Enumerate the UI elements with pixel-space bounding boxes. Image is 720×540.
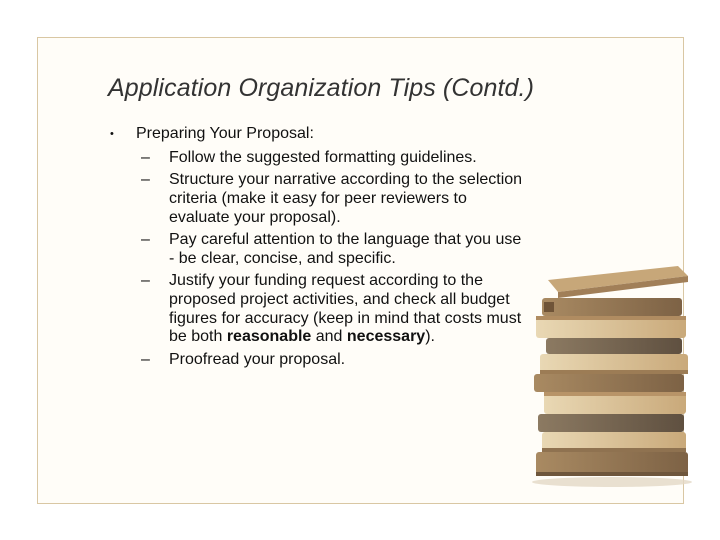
sub-bullet-item xyxy=(136,231,530,269)
emphasis-necessary: necessary xyxy=(346,328,426,346)
sub-bullet-text: Pay careful attention to the language that you use - be clear, concise, and specific. xyxy=(169,230,522,267)
emphasis-reasonable: reasonable xyxy=(226,328,312,346)
sub-bullet-text: Justify your funding request according to the proposed project activities, and check all budget figures for accuracy (keep in mind that costs must be both xyxy=(169,271,522,346)
bullet-icon: • xyxy=(110,128,114,140)
stack-of-books-icon xyxy=(528,262,694,490)
sub-bullet-list xyxy=(136,149,530,369)
sub-bullet-text: and xyxy=(311,328,347,346)
sub-bullet-item xyxy=(136,171,530,227)
dash-icon: – xyxy=(141,149,150,166)
main-bullet-text: Preparing Your Proposal: xyxy=(136,125,314,142)
sub-bullet-text: Follow the suggested formatting guidelines. xyxy=(169,149,477,166)
sub-bullet-item xyxy=(136,272,530,347)
sub-bullet-text: ). xyxy=(425,328,435,346)
slide-title: Application Organization Tips (Contd.) xyxy=(108,74,535,102)
sub-bullet-item xyxy=(136,149,530,168)
sub-bullet-text: Structure your narrative according to the selection criteria (make it easy for peer reviewers to evaluate your proposal). xyxy=(169,171,523,226)
dash-icon: – xyxy=(141,230,150,248)
dash-icon: – xyxy=(141,350,150,368)
dash-icon: – xyxy=(141,171,150,189)
dash-icon: – xyxy=(141,271,150,289)
main-bullet-item xyxy=(110,124,530,369)
sub-bullet-text: Proofread your proposal. xyxy=(169,350,346,368)
sub-bullet-item xyxy=(136,351,530,370)
slide-body xyxy=(110,124,530,373)
